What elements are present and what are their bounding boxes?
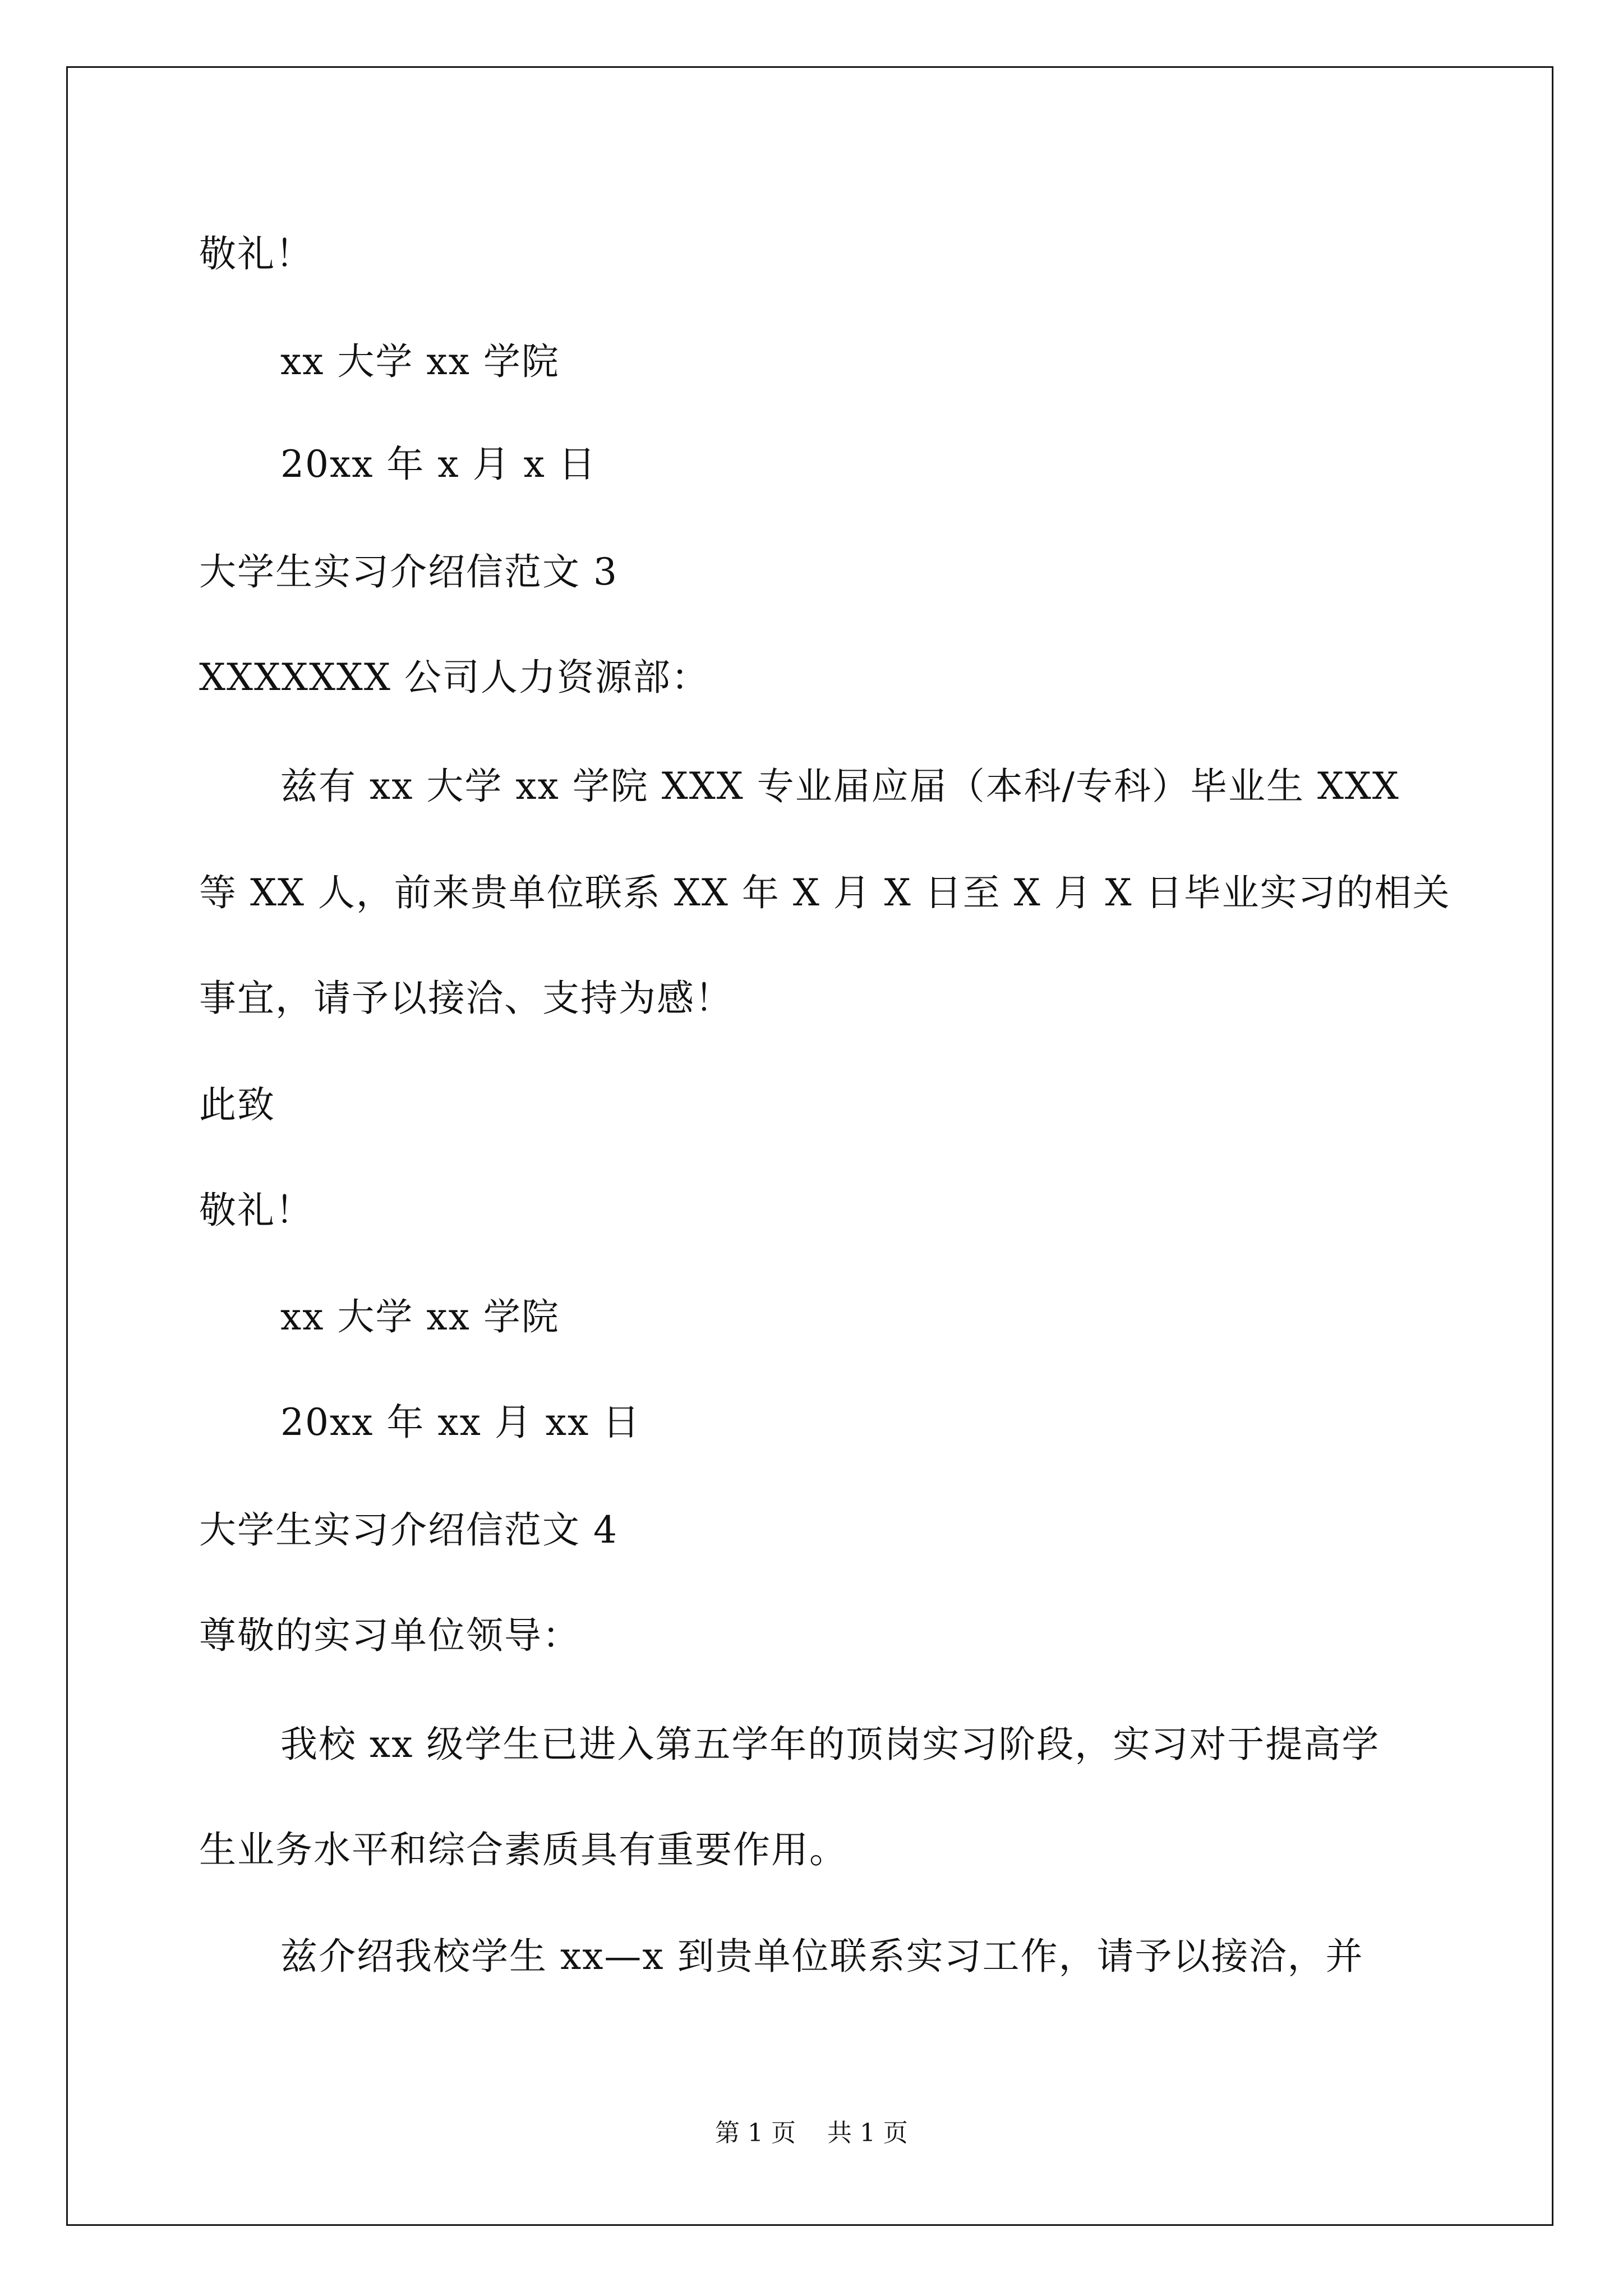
signature-institution: xx 大学 xx 学院 [280, 1295, 560, 1338]
section-heading: 大学生实习介绍信范文 4 [199, 1508, 618, 1552]
body-paragraph-line: 生业务水平和综合素质具有重要作用。 [199, 1828, 847, 1871]
recipient-line: XXXXXXX 公司人力资源部： [199, 656, 709, 699]
page-border [66, 66, 1553, 2226]
body-paragraph-line: 兹介绍我校学生 xx—x 到贵单位联系实习工作，请予以接洽，并 [280, 1935, 1364, 1978]
body-paragraph-line: 事宜，请予以接洽、支持为感！ [199, 977, 733, 1020]
signature-date: 20xx 年 x 月 x 日 [280, 443, 597, 486]
body-paragraph-line: 我校 xx 级学生已进入第五学年的顶岗实习阶段，实习对于提高学 [280, 1723, 1380, 1766]
signature-date: 20xx 年 xx 月 xx 日 [280, 1401, 641, 1444]
page-number-footer: 第 1 页 共 1 页 [715, 2119, 908, 2147]
closing-phrase: 此致 [199, 1083, 275, 1126]
section-heading: 大学生实习介绍信范文 3 [199, 550, 618, 593]
body-paragraph-line: 兹有 xx 大学 xx 学院 XXX 专业届应届（本科/专科）毕业生 XXX [280, 765, 1400, 808]
body-paragraph-line: 等 XX 人，前来贵单位联系 XX 年 X 月 X 日至 X 月 X 日毕业实习的相关 [199, 871, 1451, 914]
closing-salutation: 敬礼！ [199, 232, 313, 275]
signature-institution: xx 大学 xx 学院 [280, 340, 560, 383]
recipient-line: 尊敬的实习单位领导： [199, 1614, 580, 1657]
closing-salutation: 敬礼！ [199, 1189, 313, 1232]
